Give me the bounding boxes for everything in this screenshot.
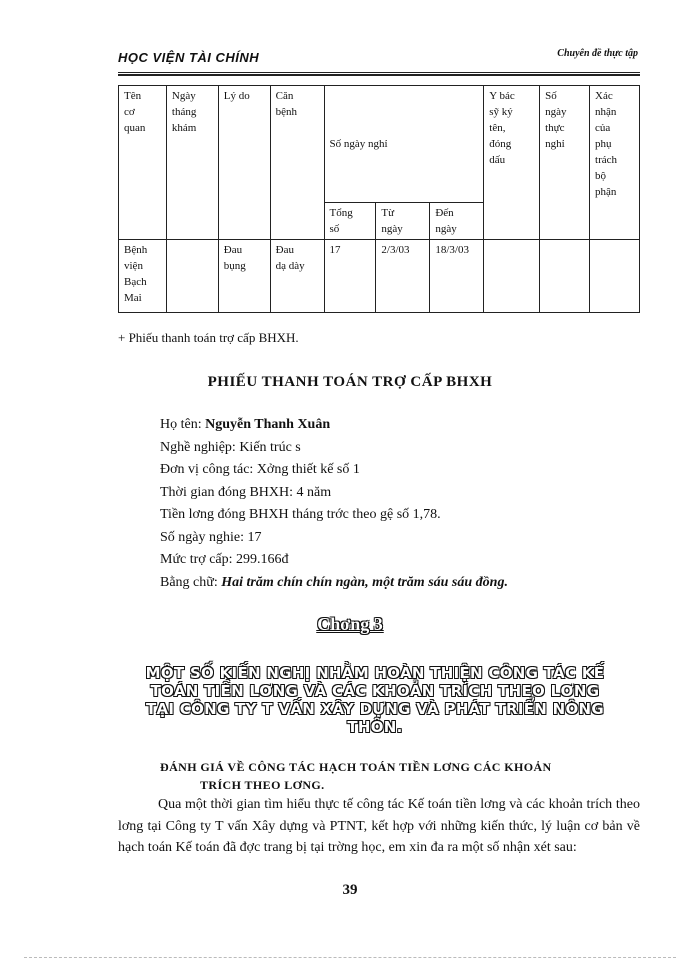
header-report-type: Chuyên đề thực tập [557, 48, 638, 59]
form-period-line: Thời gian đóng BHXH: 4 năm [160, 484, 332, 500]
header-disease: Căn bệnh [270, 86, 324, 240]
chapter-label: Chơng 3 [317, 614, 383, 634]
header-days-off: Số ngày nghỉ [324, 86, 484, 203]
cell-reason: Đau bụng [218, 240, 270, 313]
bullet-payment-slip: + Phiếu thanh toán trợ cấp BHXH. [118, 330, 299, 345]
header-institution: HỌC VIỆN TÀI CHÍNH [118, 50, 260, 65]
header-confirm: Xác nhận của phụ trách bộ phận [590, 86, 640, 240]
section-heading: ĐÁNH GIÁ VỀ CÔNG TÁC HẠCH TOÁN TIỀN LƠNG CÁC KHOẢN TRÍCH THEO LƠNG. [160, 760, 552, 792]
cell-from: 2/3/03 [376, 240, 430, 313]
header-agency: Tên cơ quan [119, 86, 167, 240]
form-days-line: Số ngày nghie: 17 [160, 529, 262, 545]
form-title: PHIẾU THANH TOÁN TRỢ CẤP BHXH [207, 374, 493, 390]
form-words-value: Hai trăm chín chín ngàn, một trăm sáu sáu đồng. [221, 574, 508, 590]
sick-leave-table [118, 85, 640, 313]
cell-disease: Đau dạ dày [270, 240, 324, 313]
cell-exam-date [166, 240, 218, 313]
body-paragraph: Qua một thời gian tìm hiểu thực tế công tác Kế toán tiền lơng và các khoản trích theo lơng tại Công ty T vấn Xây dựng và PTNT, kết hợp với những kiến thức, lý luận cơ bản về hạch toán Kế toán đã đợc trang bị tại trờng học, em xin đa ra một số nhận xét sau: [118, 797, 640, 855]
subheader-total: Tổng số [324, 203, 376, 240]
table-header-row [119, 86, 640, 203]
page-bottom-rule [24, 957, 676, 958]
subheader-to: Đến ngày [430, 203, 484, 240]
header-reason: Lý do [218, 86, 270, 240]
form-name-value: Nguyễn Thanh Xuân [205, 417, 331, 432]
form-amount-line: Mức trợ cấp: 299.166đ [160, 552, 289, 567]
cell-to: 18/3/03 [430, 240, 484, 313]
page-number: 39 [342, 882, 358, 898]
cell-doctor [484, 240, 540, 313]
header-doctor: Y bác sỹ ký tên, đóng dấu [484, 86, 540, 240]
page-header [118, 48, 638, 70]
form-job-line: Nghề nghiệp: Kiến trúc s [160, 439, 301, 455]
chapter-title: MỘT SỐ KIẾN NGHỊ NHẰM HOÀN THIỆN CÔNG TÁC KẾ TOÁN TIỀN LƠNG VÀ CÁC KHOẢN TRÍCH THEO LƠNG TẠI CÔNG TY T VẤN XÂY DỰNG VÀ PHÁT TRIỂN NÔNG THÔN. [145, 664, 605, 736]
cell-agency: Bệnh viện Bạch Mai [119, 240, 167, 313]
cell-total: 17 [324, 240, 376, 313]
header-actual-days: Số ngày thực nghỉ [540, 86, 590, 240]
cell-confirm [590, 240, 640, 313]
form-fields [160, 414, 508, 594]
header-rule [118, 72, 640, 76]
form-words-line: Bằng chữ: Hai trăm chín chín ngàn, một trăm sáu sáu đồng. [160, 574, 508, 590]
header-exam-date: Ngày tháng khám [166, 86, 218, 240]
table-row [119, 240, 640, 313]
cell-actual-days [540, 240, 590, 313]
form-salary-line: Tiền lơng đóng BHXH tháng trớc theo gệ số 1,78. [160, 507, 441, 522]
form-unit-line: Đơn vị công tác: Xởng thiết kế số 1 [160, 462, 360, 477]
subheader-from: Từ ngày [376, 203, 430, 240]
form-name-line: Họ tên: Nguyễn Thanh Xuân [160, 417, 331, 432]
